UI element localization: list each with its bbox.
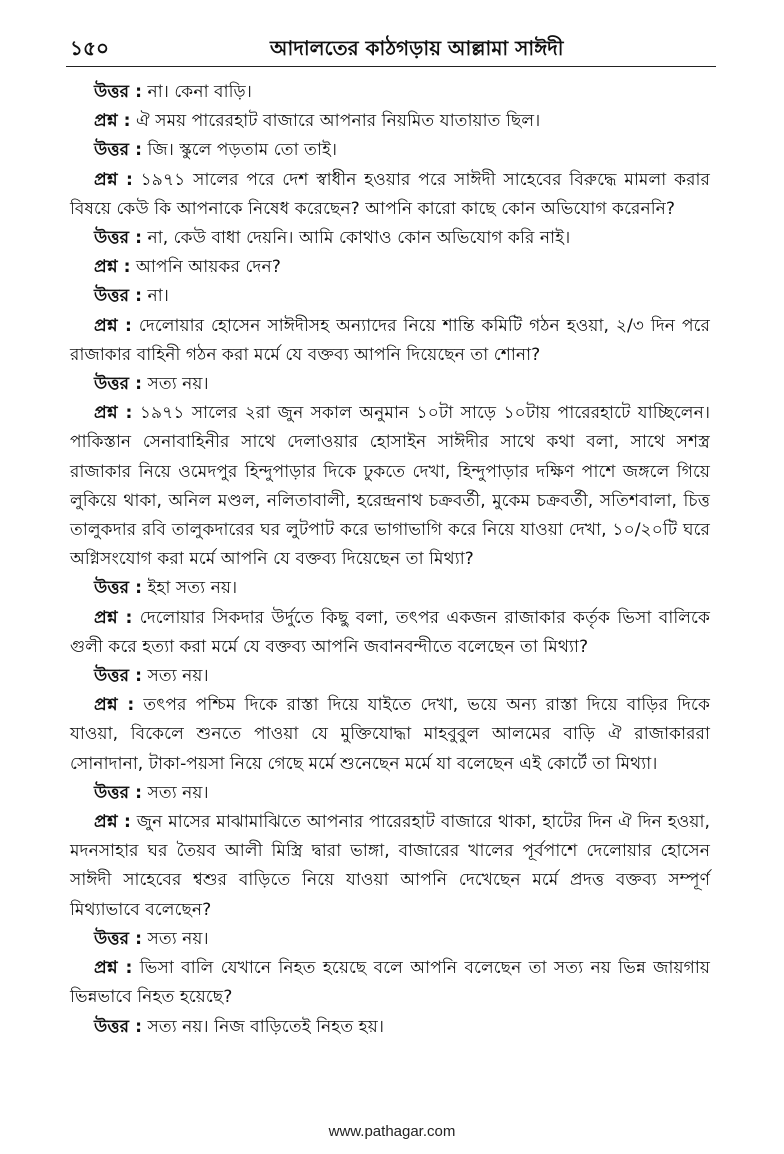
qa-text: সত্য নয়। <box>147 666 209 687</box>
qa-text: সত্য নয়। <box>147 374 209 395</box>
qa-text: না। কেনা বাড়ি। <box>147 82 252 102</box>
qa-paragraph <box>70 925 710 954</box>
qa-paragraph <box>70 370 710 399</box>
qa-text: ভিসা বালি যেখানে নিহত হয়েছে বলে আপনি বলেছেন তা সত্য নয় ভিন্ন জায়গায় ভিন্নভাবে নিহত হয়েছে? <box>70 958 710 1008</box>
qa-label: উত্তর : <box>94 82 142 102</box>
footer-url[interactable]: www.pathagar.com <box>328 1123 456 1140</box>
qa-label: প্রশ্ন : <box>94 695 135 716</box>
qa-label: প্রশ্ন : <box>94 812 131 833</box>
qa-paragraph <box>70 1013 710 1042</box>
qa-text: না, কেউ বাধা দেয়নি। আমি কোথাও কোন অভিযোগ করি নাই। <box>147 228 571 249</box>
qa-paragraph <box>70 691 710 779</box>
qa-paragraph <box>70 604 710 662</box>
header-divider <box>66 66 716 67</box>
qa-label: উত্তর : <box>94 140 142 161</box>
qa-label: প্রশ্ন : <box>94 315 132 336</box>
qa-label: প্রশ্ন : <box>94 607 133 628</box>
qa-text: না। <box>147 286 169 307</box>
qa-text: ১৯৭১ সালের পরে দেশ স্বাধীন হওয়ার পরে সাঈদী সাহেবের বিরুদ্ধে মামলা করার বিষয়ে কেউ কি আপনাকে নিষেধ করেছেন? আপনি কারো কাছে কোন অভিযোগ করেননি? <box>70 169 710 219</box>
qa-paragraph <box>70 166 710 224</box>
qa-text: দেলোয়ার সিকদার উর্দুতে কিছু বলা, তৎপর একজন রাজাকার কর্তৃক ভিসা বালিকে গুলী করে হত্যা করা মর্মে যে বক্তব্য আপনি জবানবন্দীতে বলেছেন তা মিথ্যা? <box>70 607 710 657</box>
qa-label: প্রশ্ন : <box>94 958 133 979</box>
qa-text: তৎপর পশ্চিম দিকে রাস্তা দিয়ে যাইতে দেখা, ভয়ে অন্য রাস্তা দিয়ে বাড়ির দিকে যাওয়া, বিকেলে শুনতে পাওয়া যে মুক্তিযোদ্ধা মাহবুবুল আলমের বাড়ি ঐ রাজাকাররা সোনাদানা, টাকা-পয়সা নিয়ে গেছে মর্মে শুনেছেন মর্মে যা বলেছেন এই কোর্টে তা মিথ্যা। <box>70 695 710 774</box>
page-number: ১৫০ <box>70 36 109 60</box>
qa-label: উত্তর : <box>94 1016 142 1037</box>
qa-text: আপনি আয়কর দেন? <box>135 257 281 278</box>
qa-text: সত্য নয়। <box>147 782 209 803</box>
qa-label: উত্তর : <box>94 286 142 307</box>
qa-text: ঐ সময় পারেরহাট বাজারে আপনার নিয়মিত যাতায়াত ছিল। <box>135 111 541 132</box>
qa-paragraph <box>70 779 710 808</box>
qa-paragraph <box>70 399 710 574</box>
qa-label: উত্তর : <box>94 578 142 599</box>
qa-label: উত্তর : <box>94 228 142 249</box>
qa-label: প্রশ্ন : <box>94 111 131 132</box>
qa-label: প্রশ্ন : <box>94 169 133 190</box>
qa-text: জি। স্কুলে পড়তাম তো তাই। <box>147 140 338 161</box>
qa-paragraph <box>70 808 710 925</box>
qa-paragraph <box>70 224 710 253</box>
qa-paragraph <box>70 312 710 370</box>
qa-text: জুন মাসের মাঝামাঝিতে আপনার পারেরহাট বাজারে থাকা, হাটের দিন ঐ দিন হওয়া, মদনসাহার ঘর তৈয়ব আলী মিস্ত্রি দ্বারা ভাঙ্গা, বাজারের খালের পূর্বপাশে দেলোয়ার হোসেন সাঈদী সাহেবের শ্বশুর বাড়িতে নিয়ে যাওয়া আপনি দেখেছেন মর্মে প্রদত্ত বক্তব্য সম্পূর্ণ মিথ্যাভাবে বলেছেন? <box>70 812 710 920</box>
running-header <box>70 34 710 66</box>
qa-label: উত্তর : <box>94 928 142 949</box>
qa-paragraph <box>70 574 710 603</box>
qa-paragraph <box>70 78 710 107</box>
qa-label: প্রশ্ন : <box>94 403 133 424</box>
qa-text: ইহা সত্য নয়। <box>147 578 238 599</box>
qa-paragraph <box>70 662 710 691</box>
qa-label: উত্তর : <box>94 782 142 803</box>
qa-label: উত্তর : <box>94 374 142 395</box>
qa-label: প্রশ্ন : <box>94 257 131 278</box>
qa-text: সত্য নয়। নিজ বাড়িতেই নিহত হয়। <box>147 1016 384 1037</box>
qa-text: দেলোয়ার হোসেন সাঈদীসহ অন্যাদের নিয়ে শান্তি কমিটি গঠন হওয়া, ২/৩ দিন পরে রাজাকার বাহিনী গঠন করা মর্মে যে বক্তব্য আপনি দিয়েছেন তা শোনা? <box>70 315 710 365</box>
qa-paragraph <box>70 136 710 165</box>
qa-paragraph <box>70 282 710 311</box>
qa-text: সত্য নয়। <box>147 928 209 949</box>
qa-paragraph <box>70 954 710 1012</box>
qa-paragraph <box>70 253 710 282</box>
qa-text: ১৯৭১ সালের ২রা জুন সকাল অনুমান ১০টা সাড়ে ১০টায় পারেরহাটে যাচ্ছিলেন। পাকিস্তান সেনাবাহিনীর সাথে দেলাওয়ার হোসাইন সাঈদীর সাথে কথা বলা, সাথে সশস্ত্র রাজাকার নিয়ে ওমেদপুর হিন্দুপাড়ার দিকে ঢুকতে দেখা, হিন্দুপাড়ার দক্ষিণ পাশে জঙ্গলে গিয়ে লুকিয়ে থাকা, অনিল মণ্ডল, নলিতাবালী, হরেন্দ্রনাথ চক্রবর্তী, মুকেম চক্রবর্তী, সতিশবালা, চিত্ত তালুকদার রবি তালুকদারের ঘর লুটপাট করে ভাগাভাগি করে নিয়ে যাওয়া দেখা, ১০/২০টি ঘরে অগ্নিসংযোগ করা মর্মে আপনি যে বক্তব্য দিয়েছেন তা মিথ্যা? <box>70 403 711 570</box>
running-title: আদালতের কাঠগড়ায় আল্লামা সাঈদী <box>270 36 564 60</box>
qa-label: উত্তর : <box>94 666 142 687</box>
qa-transcript <box>70 78 710 1042</box>
qa-paragraph <box>70 107 710 136</box>
